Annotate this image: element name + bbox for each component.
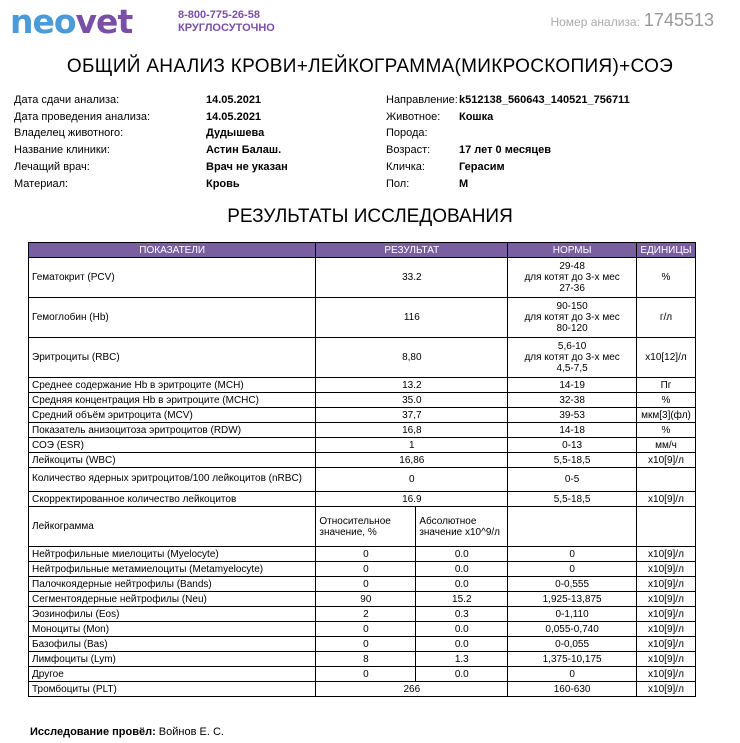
table-row — [29, 682, 696, 697]
row-name: Моноциты (Mon) — [29, 622, 316, 637]
norm-line: для котят до 3-х мес — [524, 272, 620, 283]
info-label-4: Лечащий врач: — [14, 160, 90, 173]
row-result: 0 — [316, 468, 508, 492]
norm-line: 27-36 — [559, 283, 585, 294]
table-row — [29, 378, 696, 393]
row-unit: % — [636, 393, 695, 408]
row-unit: г/л — [636, 298, 695, 338]
info-label-3: Название клиники: — [14, 144, 110, 157]
row-absolute: 0.0 — [416, 667, 508, 682]
norm-line: 5,5-18,5 — [553, 493, 591, 505]
document-title: ОБЩИЙ АНАЛИЗ КРОВИ+ЛЕЙКОГРАММА(МИКРОСКОПИЯ)+СОЭ — [66, 56, 674, 77]
row-unit: x10[9]/л — [636, 682, 695, 697]
info-label-1: Животное: — [386, 110, 441, 123]
table-row — [29, 423, 696, 438]
norm-line: 32-38 — [559, 394, 585, 406]
row-absolute: 0.0 — [416, 622, 508, 637]
phone-availability: КРУГЛОСУТОЧНО — [178, 22, 275, 34]
row-norm: 0-1,110 — [508, 607, 637, 622]
table-row — [29, 338, 696, 378]
row-absolute: 0.0 — [416, 637, 508, 652]
row-unit: x10[9]/л — [636, 652, 695, 667]
info-value-4: Герасим — [459, 160, 505, 173]
row-norm: 0 — [508, 562, 637, 577]
row-unit: x10[9]/л — [636, 607, 695, 622]
row-unit: мм/ч — [636, 438, 695, 453]
info-values-right — [459, 92, 630, 192]
row-norm — [508, 378, 637, 393]
row-norm: 0-0,055 — [508, 637, 637, 652]
info-label-5: Материал: — [14, 177, 69, 190]
row-result: 16,8 — [316, 423, 508, 438]
row-absolute: 15.2 — [416, 592, 508, 607]
row-unit — [636, 468, 695, 492]
norm-line: 39-53 — [559, 409, 585, 421]
table-row — [29, 577, 696, 592]
row-result: 16.9 — [316, 492, 508, 507]
norm-line: 29-48 — [559, 261, 585, 272]
table-header — [29, 243, 696, 258]
info-value-1: 14.05.2021 — [206, 110, 262, 123]
row-absolute: 0.0 — [416, 547, 508, 562]
info-label-2: Порода: — [386, 127, 428, 140]
row-norm — [508, 453, 637, 468]
norm-line: 0-13 — [562, 439, 583, 451]
table-row — [29, 468, 696, 492]
table-row — [29, 408, 696, 423]
table-row — [29, 667, 696, 682]
table-row — [29, 622, 696, 637]
row-relative: 0 — [316, 667, 416, 682]
row-name: Палочкоядерные нейтрофилы (Bands) — [29, 577, 316, 592]
table-row — [29, 393, 696, 408]
row-name: Другое — [29, 667, 316, 682]
info-value-0: k512138_560643_140521_756711 — [459, 94, 630, 106]
row-relative: 2 — [316, 607, 416, 622]
row-absolute: 0.3 — [416, 607, 508, 622]
neovet-logo: neovet — [10, 2, 133, 41]
info-label-0: Дата сдачи анализа: — [14, 94, 120, 106]
info-value-0: 14.05.2021 — [206, 94, 262, 106]
table-row — [29, 258, 696, 298]
row-name: Нейтрофильные миелоциты (Myelocyte) — [29, 547, 316, 562]
row-result: 33.2 — [316, 258, 508, 298]
norm-line: 80-120 — [556, 323, 588, 334]
row-result: 116 — [316, 298, 508, 338]
row-name: Лейкоциты (WBC) — [29, 453, 316, 468]
row-unit: Пг — [636, 378, 695, 393]
info-label-0: Направление: — [386, 94, 458, 106]
table-row — [29, 562, 696, 577]
row-result: 16,86 — [316, 453, 508, 468]
row-absolute: 1.3 — [416, 652, 508, 667]
norm-line: 90-150 — [556, 301, 588, 312]
row-unit: x10[9]/л — [636, 547, 695, 562]
row-name: Гемоглобин (Hb) — [29, 298, 316, 338]
results-table — [28, 242, 696, 697]
row-norm — [508, 258, 637, 298]
info-labels-right — [386, 92, 458, 192]
norm-line: 5,6-10 — [557, 341, 587, 352]
row-norm: 0-0,555 — [508, 577, 637, 592]
row-relative: 8 — [316, 652, 416, 667]
norm-line: для котят до 3-х мес — [524, 312, 620, 323]
row-result: 37,7 — [316, 408, 508, 423]
row-unit: % — [636, 258, 695, 298]
row-name: СОЭ (ESR) — [29, 438, 316, 453]
row-norm: 0 — [508, 547, 637, 562]
row-norm — [508, 468, 637, 492]
leukogram-header-row — [29, 507, 696, 547]
row-name: Нейтрофильные метамиелоциты (Metamyelocyte) — [29, 562, 316, 577]
row-relative: 90 — [316, 592, 416, 607]
row-name: Эозинофилы (Eos) — [29, 607, 316, 622]
table-row — [29, 607, 696, 622]
row-name: Сегментоядерные нейтрофилы (Neu) — [29, 592, 316, 607]
info-value-3: Астин Балаш. — [206, 144, 282, 157]
info-value-1: Кошка — [459, 110, 494, 123]
header-indicators: ПОКАЗАТЕЛИ — [29, 243, 316, 258]
footer: Исследование провёл: Войнов Е. С. — [30, 726, 224, 738]
row-norm — [508, 438, 637, 453]
row-norm: 1,925-13,875 — [508, 592, 637, 607]
table-row — [29, 637, 696, 652]
row-name: Тромбоциты (PLT) — [29, 682, 316, 697]
info-value-4: Врач не указан — [206, 160, 288, 173]
relative-header: Относительное значение, % — [316, 507, 416, 547]
row-result: 35.0 — [316, 393, 508, 408]
row-name: Количество ядерных эритроцитов/100 лейкоцитов (nRBC) — [29, 468, 316, 492]
row-unit: x10[9]/л — [636, 592, 695, 607]
row-name: Эритроциты (RBC) — [29, 338, 316, 378]
header-units: ЕДИНИЦЫ — [636, 243, 695, 258]
table-row — [29, 652, 696, 667]
info-label-3: Возраст: — [386, 144, 431, 157]
row-name: Скорректированное количество лейкоцитов — [29, 492, 316, 507]
table-row — [29, 547, 696, 562]
row-relative: 0 — [316, 622, 416, 637]
row-unit: x10[9]/л — [636, 637, 695, 652]
header-norms: НОРМЫ — [508, 243, 637, 258]
row-norm — [508, 338, 637, 378]
norm-line: для котят до 3-х мес — [524, 352, 620, 363]
info-label-4: Кличка: — [386, 160, 425, 173]
row-norm — [508, 393, 637, 408]
absolute-header: Абсолютное значение x10^9/л — [416, 507, 508, 547]
row-name: Лимфоциты (Lym) — [29, 652, 316, 667]
row-unit: x10[9]/л — [636, 492, 695, 507]
row-name: Средний объём эритроцита (MCV) — [29, 408, 316, 423]
norm-line: 4,5-7,5 — [556, 363, 588, 374]
header-result: РЕЗУЛЬТАТ — [316, 243, 508, 258]
row-unit: x10[12]/л — [636, 338, 695, 378]
norm-line: 14-18 — [559, 424, 585, 436]
row-norm: 1,375-10,175 — [508, 652, 637, 667]
row-result: 1 — [316, 438, 508, 453]
analysis-number: Номер анализа: 1745513 — [550, 10, 714, 30]
empty-norm — [508, 507, 637, 547]
row-name: Гематокрит (PCV) — [29, 258, 316, 298]
row-unit: x10[9]/л — [636, 622, 695, 637]
row-norm: 160-630 — [508, 682, 637, 697]
table-row — [29, 438, 696, 453]
row-name: Показатель анизоцитоза эритроцитов (RDW) — [29, 423, 316, 438]
row-unit: мкм[3](фл) — [636, 408, 695, 423]
info-labels-left — [14, 92, 150, 192]
info-values-left — [206, 92, 288, 192]
info-label-1: Дата проведения анализа: — [14, 110, 151, 123]
row-name: Среднее содержание Hb в эритроците (MCH) — [29, 378, 316, 393]
row-name: Базофилы (Bas) — [29, 637, 316, 652]
row-unit: x10[9]/л — [636, 562, 695, 577]
phone-number: 8-800-775-26-58 — [178, 9, 260, 21]
info-value-5: М — [459, 177, 469, 190]
info-label-2: Владелец животного: — [14, 127, 124, 140]
table-row — [29, 453, 696, 468]
empty-unit — [636, 507, 695, 547]
row-unit: x10[9]/л — [636, 453, 695, 468]
row-absolute: 0.0 — [416, 577, 508, 592]
row-relative: 0 — [316, 637, 416, 652]
table-row — [29, 492, 696, 507]
norm-line: 0-5 — [564, 474, 580, 485]
info-value-2 — [459, 125, 630, 142]
row-result: 266 — [316, 682, 508, 697]
row-norm — [508, 298, 637, 338]
row-unit: x10[9]/л — [636, 667, 695, 682]
row-relative: 0 — [316, 577, 416, 592]
row-absolute: 0.0 — [416, 562, 508, 577]
row-relative: 0 — [316, 562, 416, 577]
norm-line: 5,5-18,5 — [553, 454, 591, 466]
results-title: РЕЗУЛЬТАТЫ ИССЛЕДОВАНИЯ — [227, 206, 513, 227]
row-norm — [508, 423, 637, 438]
row-norm — [508, 492, 637, 507]
info-value-3: 17 лет 0 месяцев — [459, 144, 552, 157]
table-row — [29, 298, 696, 338]
norm-line: 14-19 — [559, 379, 585, 391]
info-value-5: Кровь — [206, 177, 240, 190]
info-label-5: Пол: — [386, 177, 410, 190]
row-norm: 0 — [508, 667, 637, 682]
hotline — [178, 9, 275, 35]
row-norm — [508, 408, 637, 423]
row-name: Средняя концентрация Hb в эритроците (MCHC) — [29, 393, 316, 408]
info-value-2: Дудышева — [206, 127, 265, 140]
leukogram-label: Лейкограмма — [29, 507, 316, 547]
row-result: 13.2 — [316, 378, 508, 393]
row-unit: x10[9]/л — [636, 577, 695, 592]
row-result: 8,80 — [316, 338, 508, 378]
row-relative: 0 — [316, 547, 416, 562]
row-norm: 0,055-0,740 — [508, 622, 637, 637]
table-row — [29, 592, 696, 607]
row-unit: % — [636, 423, 695, 438]
